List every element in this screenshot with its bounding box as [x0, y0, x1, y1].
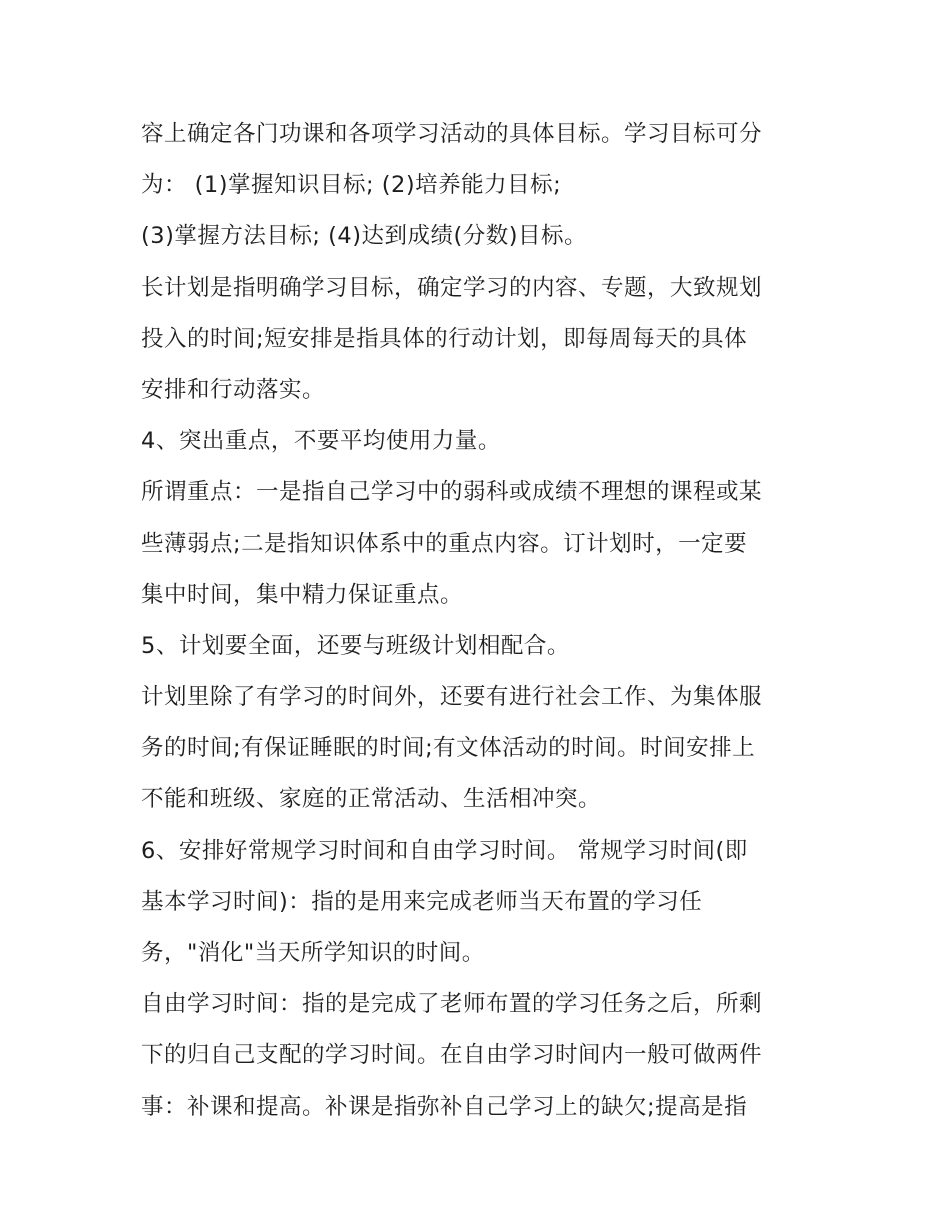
text-line: 务的时间;有保证睡眠的时间;有文体活动的时间。时间安排上 [141, 735, 756, 762]
text-line: 下的归自己支配的学习时间。在自由学习时间内一般可做两件 [141, 1042, 763, 1069]
text-line: 为： (1)掌握知识目标; (2)培养能力目标; [141, 172, 562, 199]
text-line: 集中时间，集中精力保证重点。 [141, 581, 464, 608]
text-line: 所谓重点：一是指自己学习中的弱科或成绩不理想的课程或某 [141, 479, 763, 506]
text-line: 长计划是指明确学习目标，确定学习的内容、专题，大致规划 [141, 274, 763, 301]
text-line: 些薄弱点;二是指知识体系中的重点内容。订计划时，一定要 [141, 530, 748, 557]
text-line: (3)掌握方法目标; (4)达到成绩(分数)目标。 [141, 223, 588, 250]
text-line: 事：补课和提高。补课是指弥补自己学习上的缺欠;提高是指 [141, 1093, 748, 1120]
section-heading: 4、突出重点，不要平均使用力量。 [141, 428, 501, 455]
text-line: 基本学习时间)：指的是用来完成老师当天布置的学习任 [141, 888, 703, 915]
text-line: 容上确定各门功课和各项学习活动的具体目标。学习目标可分 [141, 121, 763, 147]
text-line: 务，"消化"当天所学知识的时间。 [141, 940, 485, 966]
text-line: 自由学习时间：指的是完成了老师布置的学习任务之后，所剩 [141, 991, 763, 1018]
text-line: 不能和班级、家庭的正常活动、生活相冲突。 [141, 786, 602, 813]
text-line: 安排和行动落实。 [141, 376, 326, 403]
text-line: 计划里除了有学习的时间外，还要有进行社会工作、为集体服 [141, 684, 763, 711]
text-line: 投入的时间;短安排是指具体的行动计划，即每周每天的具体 [141, 325, 748, 352]
section-heading: 5、计划要全面，还要与班级计划相配合。 [141, 632, 570, 659]
document-body [141, 109, 821, 1133]
section-heading: 6、安排好常规学习时间和自由学习时间。 常规学习时间(即 [141, 837, 748, 864]
